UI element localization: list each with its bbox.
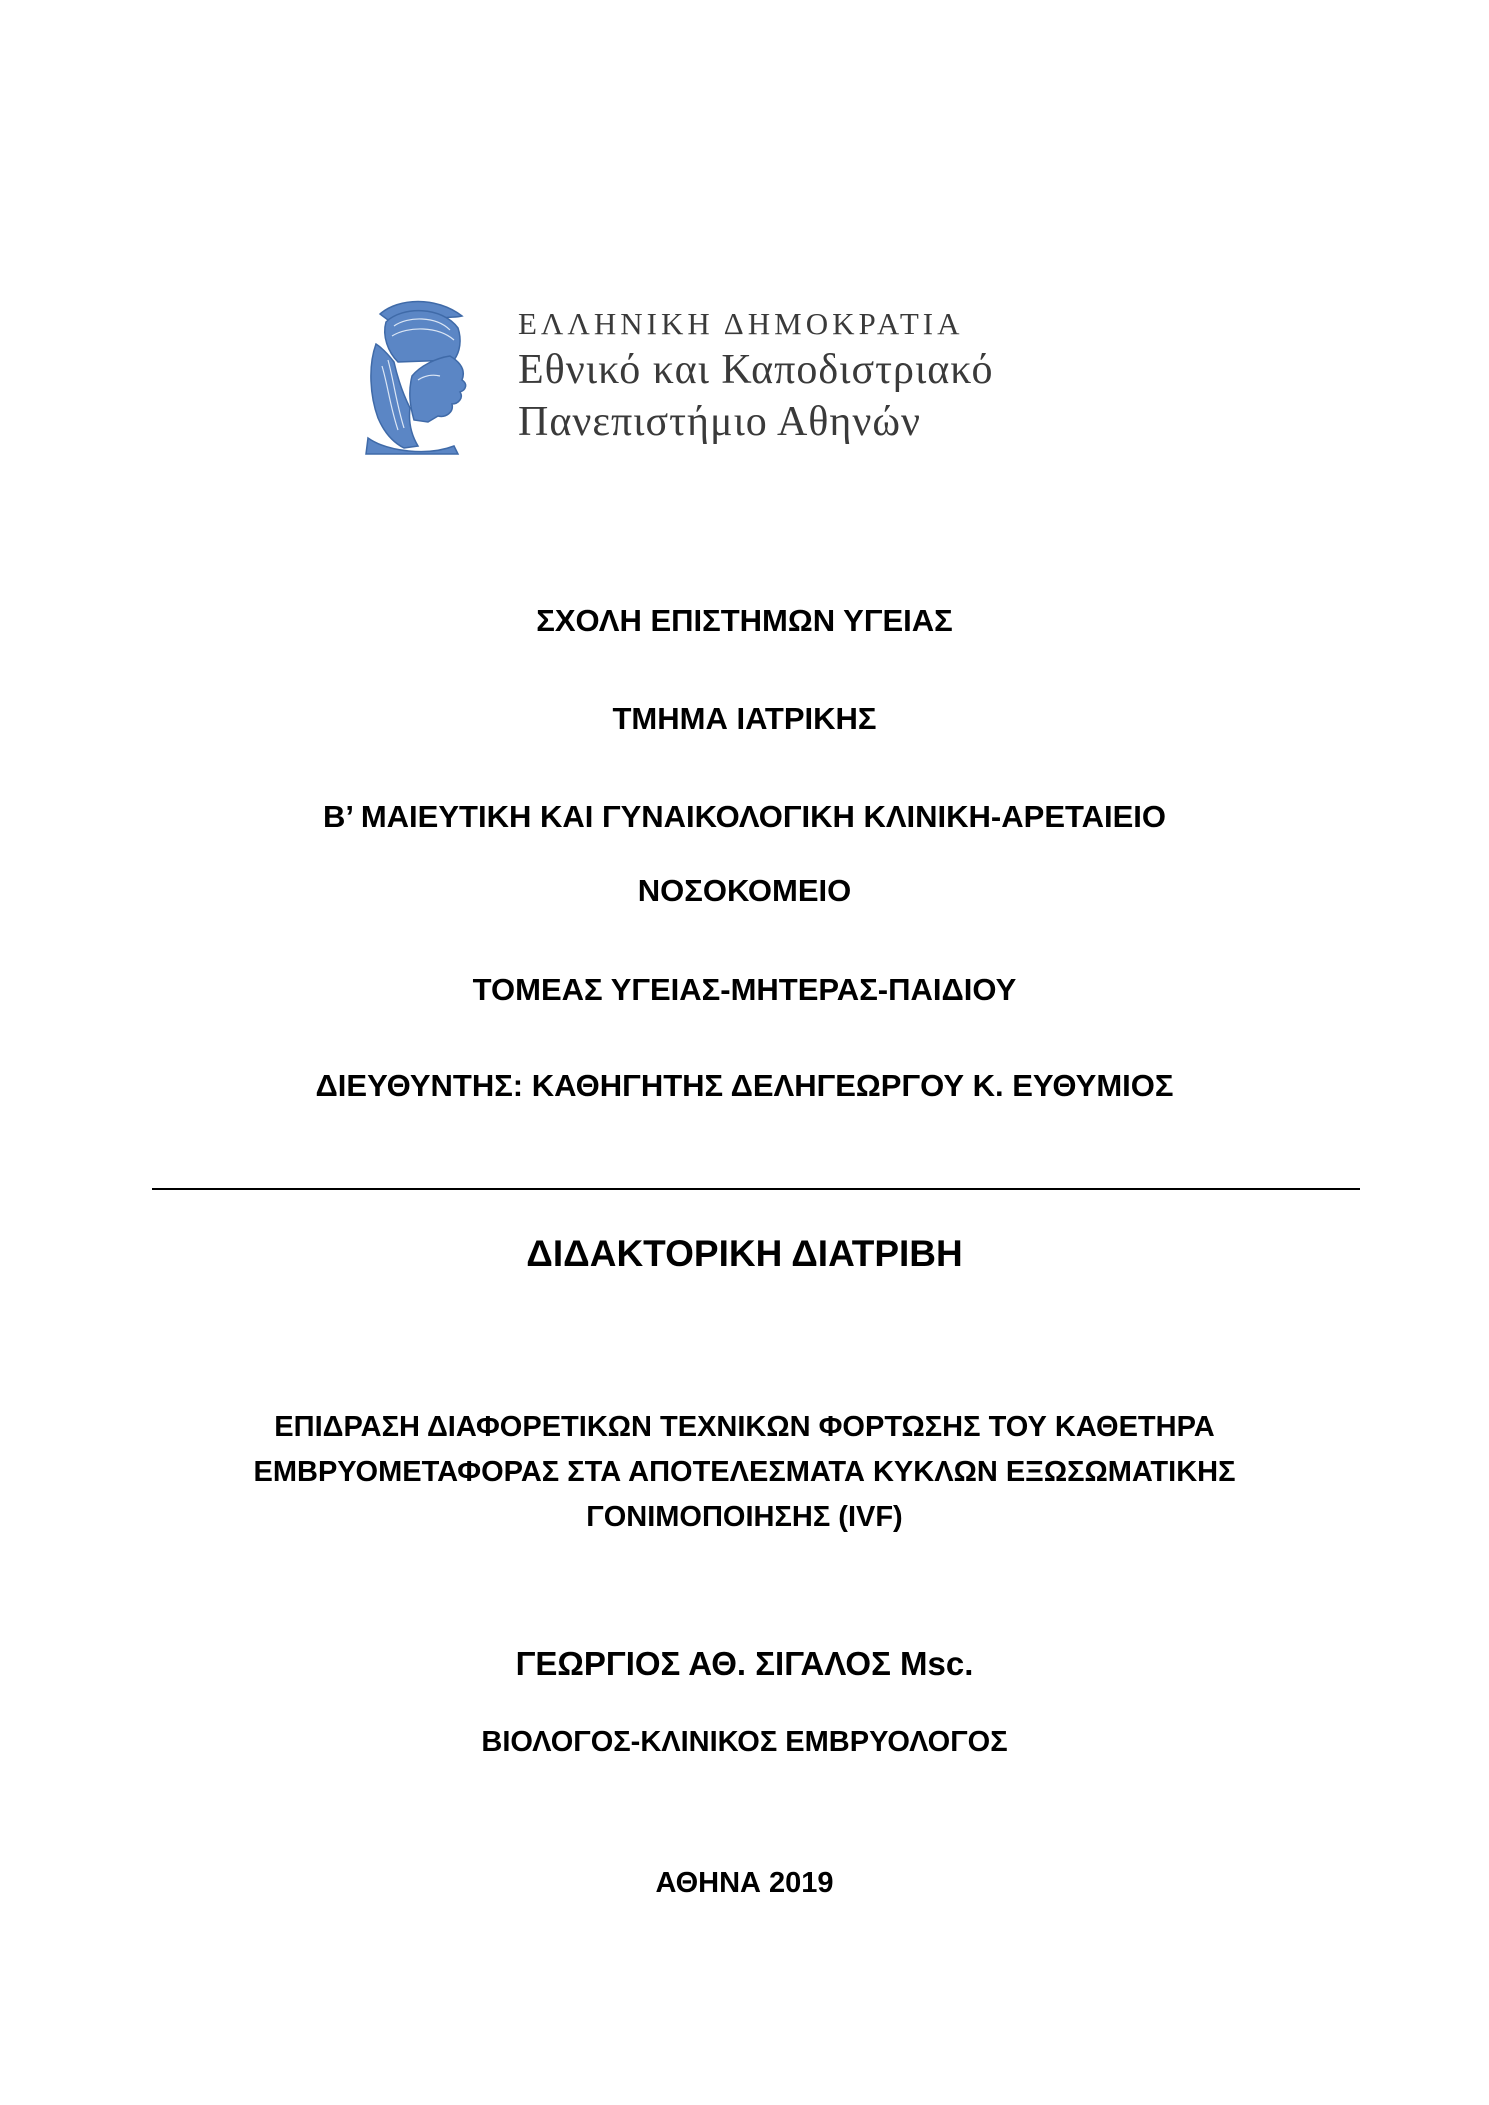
director-line: ΔΙΕΥΘΥΝΤΗΣ: ΚΑΘΗΓΗΤΗΣ ΔΕΛΗΓΕΩΡΓΟΥ Κ. ΕΥΘΥΜΙΟΣ	[315, 1068, 1174, 1103]
university-name	[518, 296, 994, 448]
author-role: ΒΙΟΛΟΓΟΣ-ΚΛΙΝΙΚΟΣ ΕΜΒΡΥΟΛΟΓΟΣ	[481, 1726, 1008, 1758]
university-logo	[358, 296, 1158, 456]
thesis-title-line2: ΕΜΒΡΥΟΜΕΤΑΦΟΡΑΣ ΣΤΑ ΑΠΟΤΕΛΕΣΜΑΤΑ ΚΥΚΛΩΝ ΕΞΩΣΩΜΑΤΙΚΗΣ	[253, 1456, 1236, 1488]
clinic-name-line1: Β’ ΜΑΙΕΥΤΙΚΗ ΚΑΙ ΓΥΝΑΙΚΟΛΟΓΙΚΗ ΚΛΙΝΙΚΗ-ΑΡΕΤΑΙΕΙΟ	[322, 799, 1167, 834]
school-name: ΣΧΟΛΗ ΕΠΙΣΤΗΜΩΝ ΥΓΕΙΑΣ	[536, 603, 953, 638]
clinic-name-line2: ΝΟΣΟΚΟΜΕΙΟ	[637, 873, 852, 908]
place-year: ΑΘΗΝΑ 2019	[655, 1867, 834, 1899]
logo-university-line2: Πανεπιστήμιο Αθηνών	[518, 399, 921, 445]
department-name: ΤΜΗΜΑ ΙΑΤΡΙΚΗΣ	[612, 701, 877, 736]
document-type: ΔΙΔΑΚΤΟΡΙΚΗ ΔΙΑΤΡΙΒΗ	[526, 1233, 963, 1274]
logo-university-line1: Εθνικό και Καποδιστριακό	[518, 347, 994, 393]
logo-country-line: ΕΛΛΗΝΙΚΗ ΔΗΜΟΚΡΑΤΙΑ	[518, 306, 964, 341]
author-name: ΓΕΩΡΓΙΟΣ ΑΘ. ΣΙΓΑΛΟΣ Msc.	[515, 1645, 974, 1682]
athena-head-emblem-icon	[358, 296, 478, 456]
horizontal-divider	[152, 1188, 1360, 1190]
thesis-title-line3: ΓΟΝΙΜΟΠΟΙΗΣΗΣ (IVF)	[586, 1501, 903, 1533]
sector-name: ΤΟΜΕΑΣ ΥΓΕΙΑΣ-ΜΗΤΕΡΑΣ-ΠΑΙΔΙΟΥ	[472, 972, 1017, 1007]
thesis-title-line1: ΕΠΙΔΡΑΣΗ ΔΙΑΦΟΡΕΤΙΚΩΝ ΤΕΧΝΙΚΩΝ ΦΟΡΤΩΣΗΣ ΤΟΥ ΚΑΘΕΤΗΡΑ	[274, 1411, 1215, 1443]
thesis-title	[0, 1405, 1489, 1540]
